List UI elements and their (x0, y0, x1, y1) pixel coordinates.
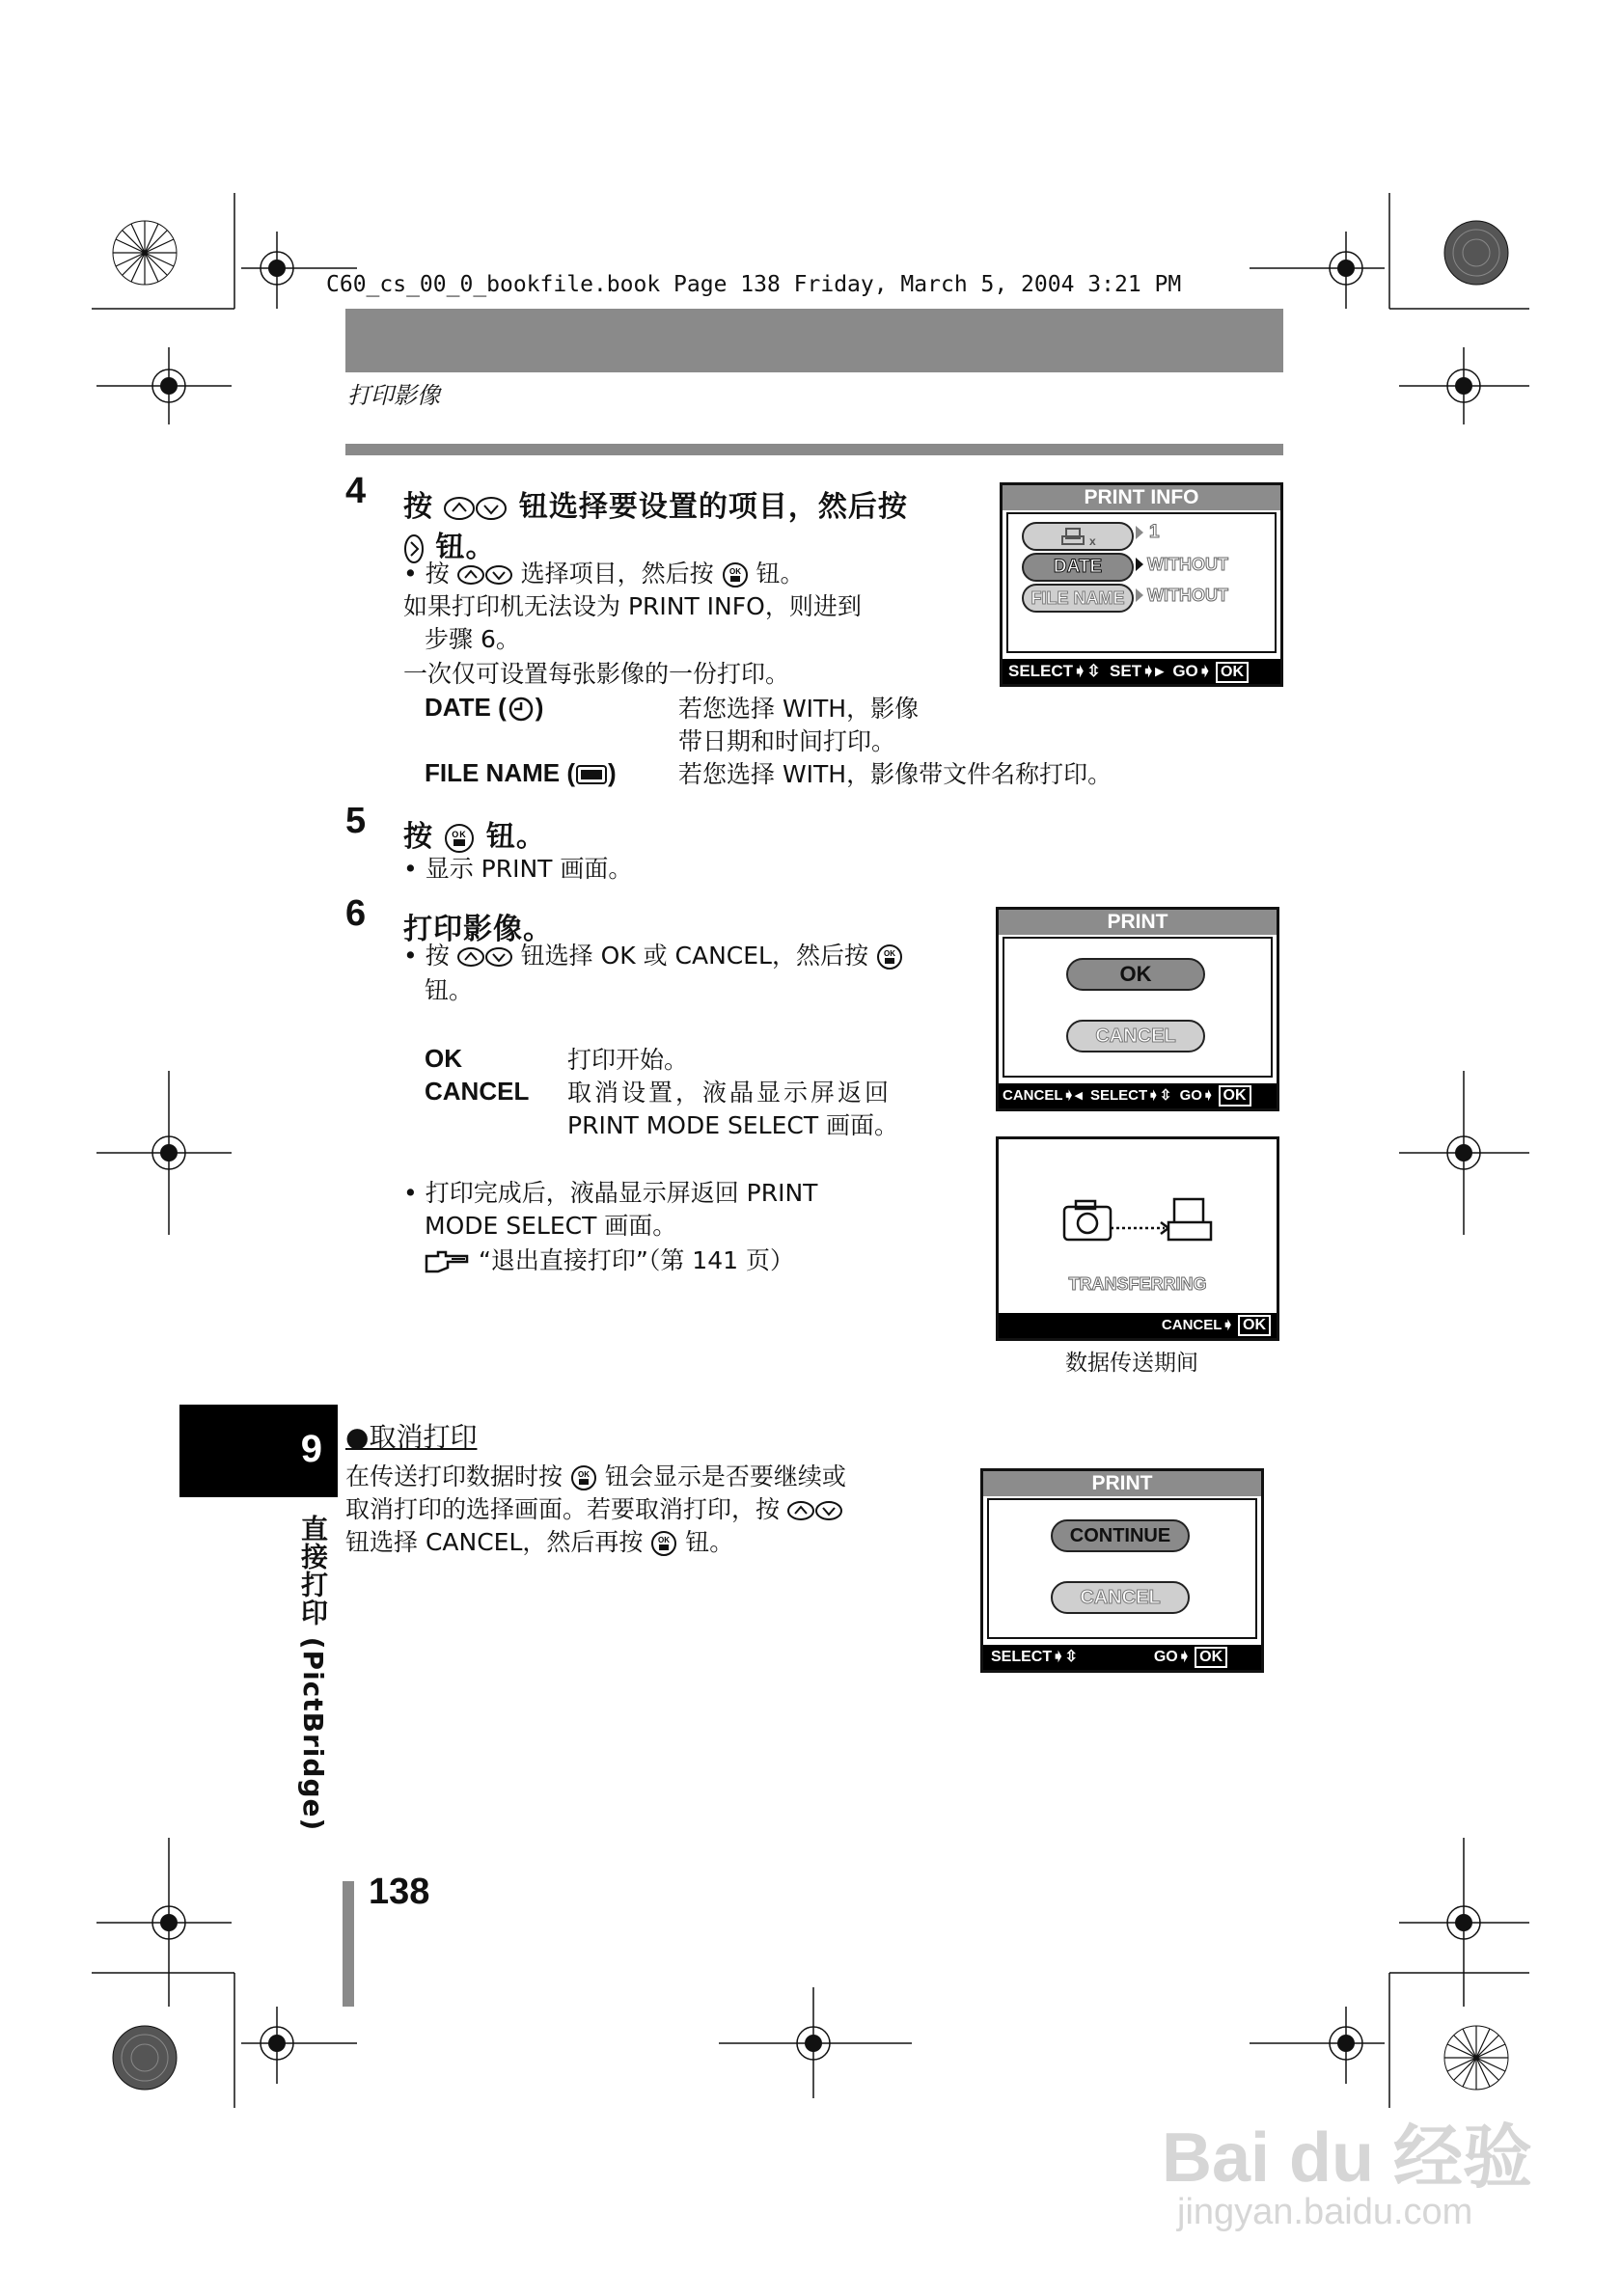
screen-footer: CANCEL➧◂ SELECT➧⇳ GO➧ OK (999, 1083, 1277, 1108)
reference-line (425, 1244, 794, 1277)
header-gray-bar (345, 309, 1283, 372)
date-desc-1: 若您选择 WITH，影像 (678, 695, 920, 723)
screen-footer: SELECT➧⇳ SET➧▸ GO➧ OK (1003, 659, 1280, 684)
step-6-number: 6 (345, 893, 367, 934)
svg-text:OK: OK (883, 949, 895, 958)
footer-cancel: CANCEL (1161, 1317, 1223, 1333)
bullet-dot-icon: ● (345, 1421, 370, 1453)
print-info-screen (1000, 482, 1283, 687)
page-number: 138 (369, 1872, 430, 1912)
footer-ok: OK (1195, 1647, 1227, 1668)
step-4-bullet-2: 如果打印机无法设为 PRINT INFO，则进到 (403, 592, 862, 620)
body-text: 钮会显示是否要继续或 (604, 1462, 846, 1490)
chapter-title-vertical: 直接打印 (PictBridge) (297, 1515, 329, 1832)
screen-footer: CANCEL➧ OK (999, 1313, 1277, 1338)
filename-desc: 若您选择 WITH，影像带文件名称打印。 (678, 760, 1113, 788)
cancel-section-line3 (345, 1526, 733, 1559)
filename-label (425, 758, 617, 788)
body-text: 在传送打印数据时按 (345, 1462, 563, 1490)
filename-row: FILE NAME (1022, 584, 1134, 613)
svg-text:OK: OK (658, 1536, 671, 1544)
bullet-text: 钮选择 OK 或 CANCEL，然后按 (520, 942, 868, 970)
row-arrow-icon (1136, 558, 1143, 571)
reference-text[interactable]: “退出直接打印”（第 141 页） (478, 1246, 794, 1274)
chapter-number: 9 (300, 1428, 322, 1470)
step-6-bullet-1: • 按 钮选择 OK 或 CANCEL，然后按 OK (403, 940, 903, 972)
ok-button-icon (570, 1464, 597, 1491)
svg-text:x: x (1089, 534, 1096, 548)
up-down-arrow-icon (444, 496, 508, 521)
bullet-text: 按 (425, 560, 450, 588)
transfer-status: TRANSFERRING (1068, 1274, 1207, 1294)
date-value: WITHOUT (1147, 555, 1228, 574)
step-4-bullet-3: 一次仅可设置每张影像的一份打印。 (403, 660, 790, 688)
up-down-icon: ⇳ (1086, 662, 1101, 680)
step-4-title-part: 按 (403, 490, 433, 524)
footer-ok: OK (1219, 1085, 1251, 1107)
footer-select: SELECT (1008, 662, 1074, 680)
clock-icon (507, 697, 536, 722)
date-row: DATE (1022, 553, 1134, 582)
body-text: 钮。 (685, 1528, 734, 1556)
step-4-title-part: 钮。 (435, 531, 496, 564)
watermark-brand: Bai du 经验 (1162, 2119, 1533, 2197)
watermark-url: jingyan.baidu.com (1177, 2192, 1473, 2232)
row-arrow-icon (1136, 588, 1143, 602)
prints-count-value: 1 (1149, 522, 1160, 542)
filename-label-text: FILE NAME ( (425, 758, 575, 787)
page-number-bar (343, 1881, 354, 2007)
footer-select: SELECT (991, 1649, 1053, 1665)
step-6-bullet-1-cont: 钮。 (425, 976, 474, 1004)
ok-button-icon (876, 943, 903, 970)
ok-option[interactable]: OK (1066, 958, 1205, 991)
step-6-title: 打印影像。 (403, 913, 553, 946)
footer-go: GO (1172, 662, 1198, 680)
print-count-icon (1058, 525, 1097, 548)
chapter-tab (179, 1405, 338, 1497)
footer-go: GO (1153, 1649, 1178, 1665)
svg-text:OK: OK (728, 567, 741, 576)
body-text: 钮选择 CANCEL，然后再按 (345, 1528, 644, 1556)
step-5-title (403, 812, 546, 855)
bullet-text: 显示 PRINT 画面。 (425, 855, 633, 883)
cancel-desc-2: PRINT MODE SELECT 画面。 (567, 1111, 899, 1139)
cancel-label: CANCEL (425, 1077, 530, 1106)
camera-to-printer-icon (1060, 1193, 1223, 1247)
prints-count-row (1022, 522, 1134, 551)
bullet-text: 打印完成后，液晶显示屏返回 PRINT (425, 1179, 818, 1207)
file-name-icon (575, 763, 608, 786)
step-4-bullet-1: • 按 选择项目，然后按 OK 钮。 (403, 560, 805, 588)
step-6-bullet-2-cont: MODE SELECT 画面。 (425, 1212, 677, 1240)
transferring-screen (996, 1136, 1279, 1341)
svg-text:OK: OK (577, 1470, 590, 1479)
bullet-text: 选择项目，然后按 (520, 560, 714, 588)
cancel-option[interactable]: CANCEL (1051, 1581, 1190, 1614)
pointing-hand-icon (425, 1250, 471, 1273)
footer-ok: OK (1216, 662, 1249, 683)
svg-text:OK: OK (452, 829, 468, 839)
bullet-text: 按 (425, 942, 450, 970)
transfer-caption: 数据传送期间 (1065, 1351, 1198, 1376)
screen-title: PRINT INFO (1003, 485, 1280, 510)
ok-button-icon (444, 823, 475, 854)
date-label-end: ) (535, 693, 544, 722)
ok-label: OK (425, 1044, 462, 1073)
section-title: 打印影像 (347, 382, 440, 409)
footer-set: SET (1110, 662, 1142, 680)
filename-value: WITHOUT (1147, 586, 1228, 605)
cancel-section-heading (345, 1416, 477, 1455)
step-5-title-part: 钮。 (485, 820, 546, 854)
footer-ok: OK (1238, 1315, 1271, 1336)
date-desc-2: 带日期和时间打印。 (678, 727, 896, 755)
step-5-bullet-1: • 显示 PRINT 画面。 (403, 855, 633, 883)
step-6-bullet-2: • 打印完成后，液晶显示屏返回 PRINT (403, 1179, 818, 1207)
step-4-number: 4 (345, 471, 367, 511)
ok-button-icon (722, 561, 749, 588)
date-label (425, 693, 543, 723)
footer-cancel: CANCEL (1003, 1087, 1063, 1104)
step-4-title (403, 482, 908, 525)
step-5-number: 5 (345, 801, 367, 841)
step-5-title-part: 按 (403, 820, 433, 854)
cancel-option[interactable]: CANCEL (1066, 1020, 1205, 1052)
screen-title: PRINT (999, 910, 1277, 935)
print-screen (996, 907, 1279, 1111)
body-text: 取消打印的选择画面。若要取消打印，按 (345, 1495, 781, 1523)
file-header-line: C60_cs_00_0_bookfile.book Page 138 Friday, March 5, 2004 3:21 PM (326, 272, 1182, 297)
filename-label-end: ) (608, 758, 617, 787)
date-label-text: DATE ( (425, 693, 507, 722)
bullet-text: 钮。 (756, 560, 805, 588)
row-arrow-icon (1136, 526, 1143, 539)
section-divider (345, 444, 1283, 455)
ok-button-icon (650, 1530, 677, 1557)
continue-screen (980, 1468, 1264, 1673)
step-4-bullet-2-cont: 步骤 6。 (425, 625, 520, 653)
step-4-title-part: 钮选择要设置的项目，然后按 (518, 490, 908, 524)
up-down-arrow-icon (787, 1500, 843, 1521)
up-down-arrow-icon (457, 564, 513, 586)
heading-text: 取消打印 (369, 1421, 478, 1453)
continue-option[interactable]: CONTINUE (1051, 1519, 1190, 1552)
screen-footer: SELECT➧⇳ GO➧ OK (983, 1645, 1261, 1670)
footer-go: GO (1179, 1087, 1202, 1104)
footer-select: SELECT (1089, 1087, 1148, 1104)
cancel-section-line2 (345, 1493, 843, 1526)
cancel-desc-1: 取消设置，液晶显示屏返回 (567, 1079, 893, 1107)
cancel-section-line1 (345, 1461, 846, 1493)
ok-desc: 打印开始。 (567, 1046, 689, 1074)
screen-title: PRINT (983, 1471, 1261, 1496)
up-down-arrow-icon (457, 946, 513, 968)
